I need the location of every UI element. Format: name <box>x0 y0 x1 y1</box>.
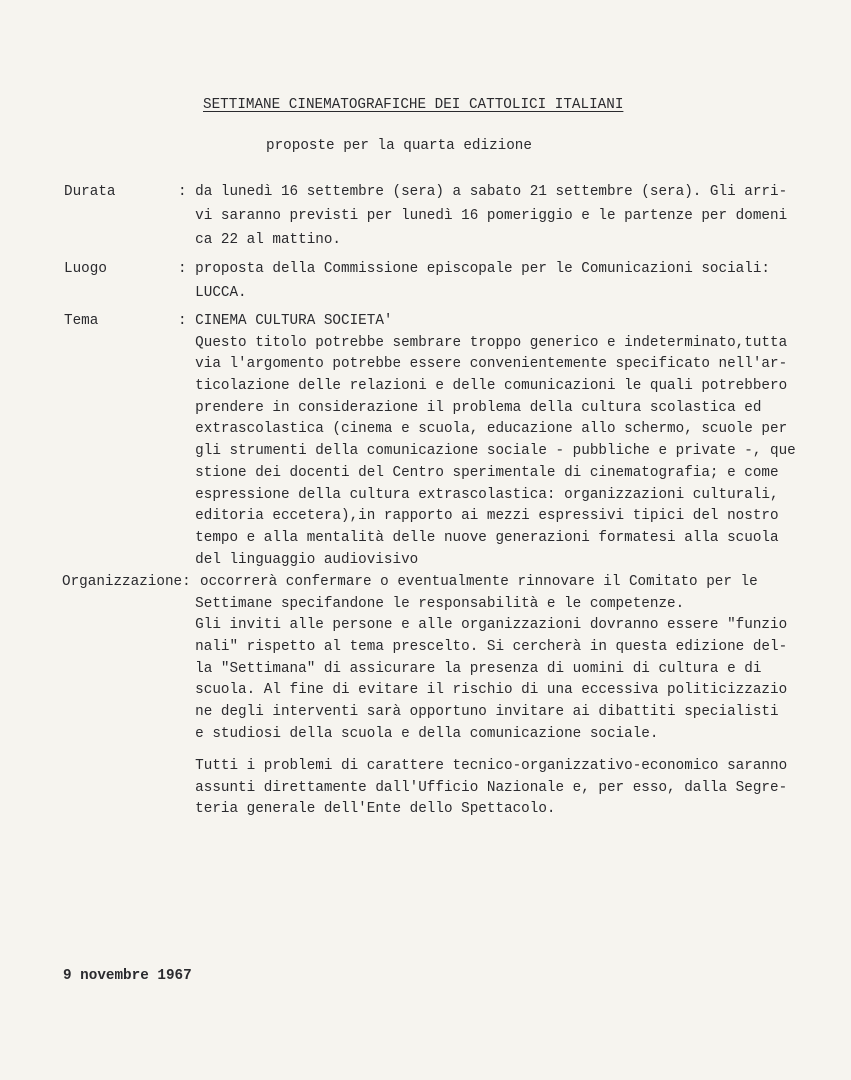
text-line: nali" rispetto al tema prescelto. Si cercherà in questa edizione del- <box>178 639 788 656</box>
text-line: la "Settimana" di assicurare la presenza di uomini di cultura e di <box>178 660 762 677</box>
text-line: occorrerà confermare o eventualmente rinnovare il Comitato per le <box>200 574 758 590</box>
durata-text <box>178 180 787 252</box>
organizzazione-text <box>178 572 787 746</box>
text-line: : da lunedì 16 settembre (sera) a sabato 21 settembre (sera). Gli arri- <box>178 184 788 200</box>
organizzazione-paragraph-2 <box>178 756 787 821</box>
text-line: ticolazione delle relazioni e delle comunicazioni le quali potrebbero <box>178 378 788 395</box>
label-tema: Tema <box>64 313 99 329</box>
text-line: prendere in considerazione il problema della cultura scolastica ed <box>178 399 762 416</box>
text-line: gli strumenti della comunicazione sociale - pubbliche e private -, que <box>178 443 796 460</box>
luogo-text <box>178 257 770 305</box>
label-durata: Durata <box>64 184 116 200</box>
text-line: ca 22 al mattino. <box>178 232 342 248</box>
text-line: Tutti i problemi di carattere tecnico-organizzativo-economico saranno <box>178 758 788 774</box>
text-line: Questo titolo potrebbe sembrare troppo generico e indeterminato,tutta <box>178 334 788 351</box>
text-line: assunti direttamente dall'Ufficio Nazionale e, per esso, dalla Segre- <box>178 779 788 796</box>
text-line: Settimane specifandone le responsabilità e le competenze. <box>178 595 685 612</box>
text-line: e studiosi della scuola e della comunicazione sociale. <box>178 725 659 742</box>
text-line: : proposta della Commissione episcopale per le Comunicazioni sociali: <box>178 261 770 277</box>
tema-text <box>178 311 796 571</box>
text-line: stione dei docenti del Centro sperimentale di cinematografia; e come <box>178 464 779 481</box>
text-line: scuola. Al fine di evitare il rischio di una eccessiva politicizzazio <box>178 682 788 699</box>
text-line: del linguaggio audiovisivo <box>178 551 419 568</box>
text-line: tempo e alla mentalità delle nuove generazioni formatesi alla scuola <box>178 529 779 546</box>
label-organizzazione: Organizzazione: <box>62 574 191 590</box>
document-date: 9 novembre 1967 <box>63 968 192 984</box>
document-title: SETTIMANE CINEMATOGRAFICHE DEI CATTOLICI ITALIANI <box>203 97 624 113</box>
label-luogo: Luogo <box>64 261 107 277</box>
text-line: via l'argomento potrebbe essere convenientemente specificato nell'ar- <box>178 356 788 373</box>
text-line: vi saranno previsti per lunedì 16 pomeriggio e le partenze per domeni <box>178 208 788 224</box>
text-line: Gli inviti alle persone e alle organizzazioni dovranno essere "funzio <box>178 617 788 634</box>
text-line: teria generale dell'Ente dello Spettacolo. <box>178 801 556 818</box>
text-line: ne degli interventi sarà opportuno invitare ai dibattiti specialisti <box>178 704 779 721</box>
text-line: LUCCA. <box>178 285 247 301</box>
text-line: editoria eccetera),in rapporto ai mezzi espressivi tipici del nostro <box>178 508 779 525</box>
document-subtitle: proposte per la quarta edizione <box>266 138 532 154</box>
text-line: : CINEMA CULTURA SOCIETA' <box>178 313 393 329</box>
text-line: espressione della cultura extrascolastica: organizzazioni culturali, <box>178 486 779 503</box>
text-line: extrascolastica (cinema e scuola, educazione allo schermo, scuole per <box>178 421 788 438</box>
